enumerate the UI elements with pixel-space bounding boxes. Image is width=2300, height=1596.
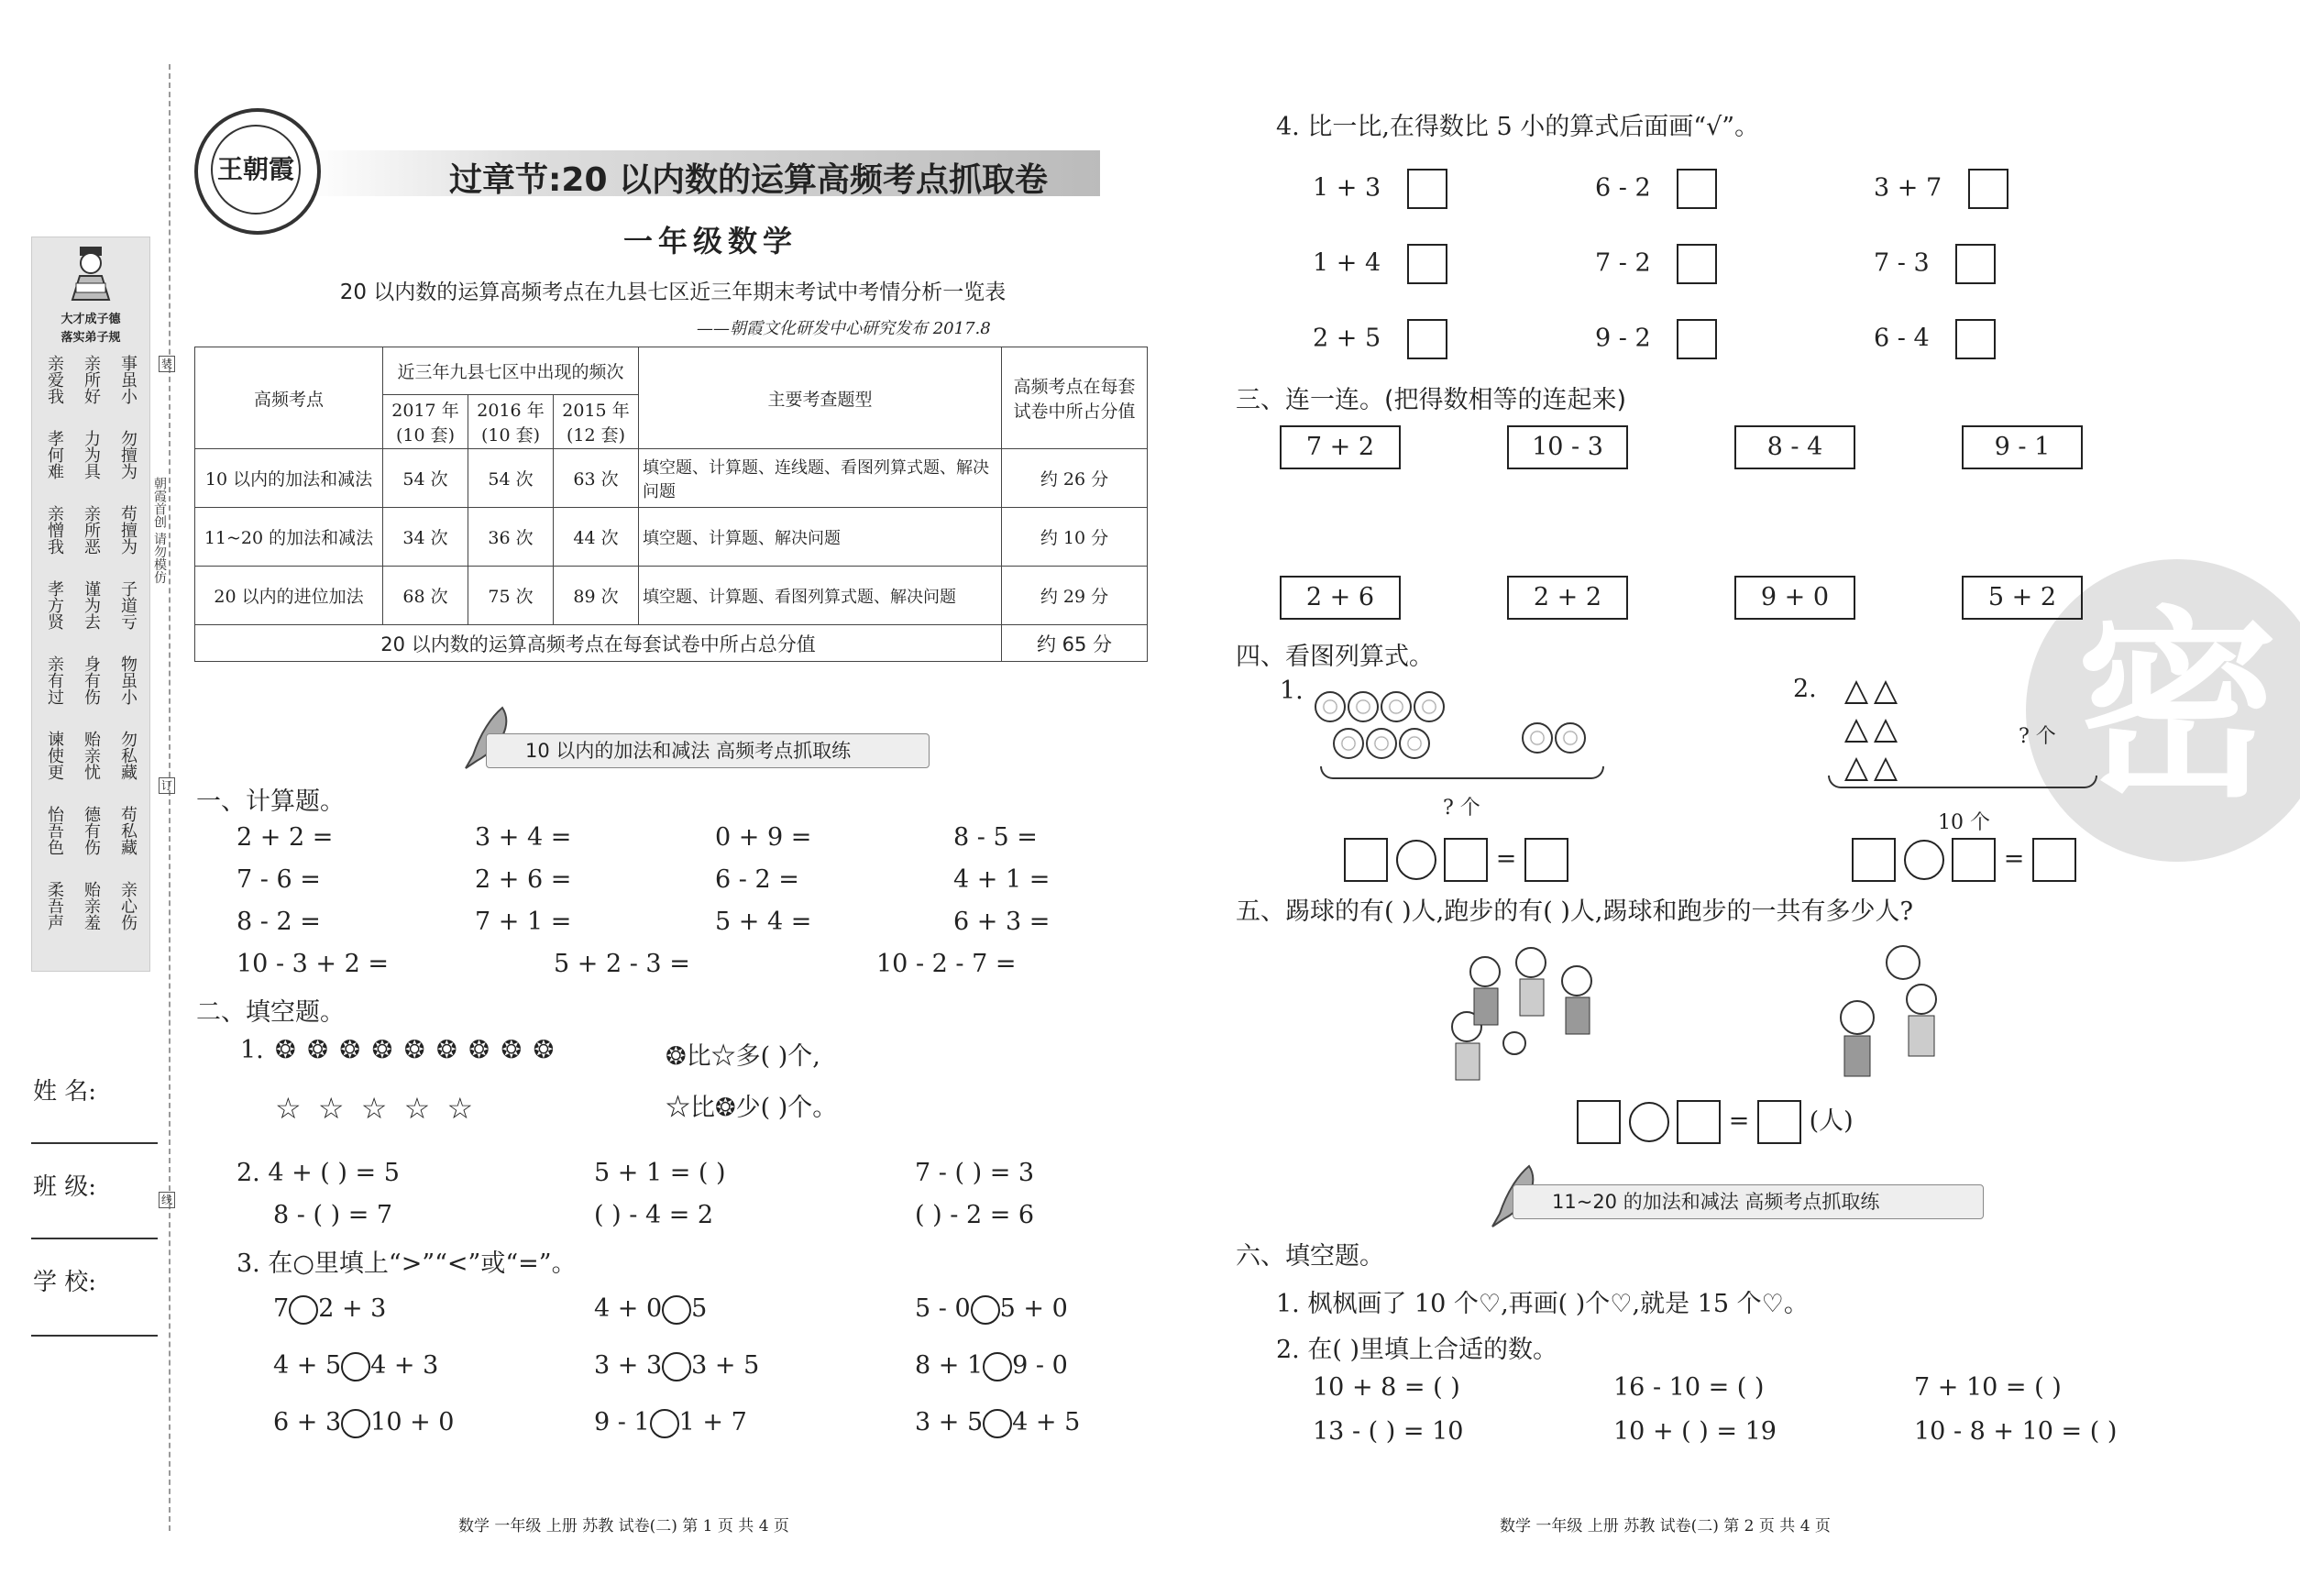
compare-item: 7 2 + 3 [273, 1294, 387, 1323]
cell-count: 89 次 [554, 567, 639, 625]
poem-col: 亲所恶 [82, 505, 101, 555]
poem-col: 亲爱我 [45, 355, 64, 404]
check-item: 7 - 3 [1874, 244, 1996, 284]
triangle-icon [1844, 719, 1868, 743]
compare-circle[interactable] [341, 1352, 370, 1381]
match-card-bottom[interactable]: 2 + 6 [1280, 576, 1401, 620]
cell-count: 36 次 [468, 508, 554, 567]
cell-topic: 20 以内的进位加法 [195, 567, 383, 625]
poem-col: 苟私藏 [118, 806, 138, 855]
total-value: 约 65 分 [1002, 625, 1148, 662]
answer-box[interactable] [1577, 1100, 1621, 1144]
fill-item[interactable]: 13 - ( ) = 10 [1313, 1417, 1464, 1446]
check-item: 3 + 7 [1874, 169, 2008, 209]
check-box[interactable] [1407, 319, 1447, 359]
total-label: 20 以内数的运算高频考点在每套试卷中所占总分值 [195, 625, 1002, 662]
compare-item: 4 + 0 5 [594, 1294, 708, 1323]
answer-box[interactable] [2032, 838, 2076, 882]
compare-circle[interactable] [983, 1409, 1012, 1438]
match-card-bottom[interactable]: 2 + 2 [1507, 576, 1628, 620]
answer-box[interactable] [1524, 838, 1568, 882]
equation-template: = [1852, 838, 2076, 882]
soccer-kids-illustration [1430, 935, 1623, 1100]
copyright-note: 朝霞首创 请勿模仿 [152, 477, 167, 584]
poem-col: 身有伤 [82, 655, 101, 705]
compare-circle[interactable] [341, 1409, 370, 1438]
class-field-line[interactable] [31, 1238, 158, 1239]
question-number: 2. [1793, 675, 1817, 703]
check-box[interactable] [1677, 244, 1717, 284]
section-banner-1: 10 以内的加法和减法 高频考点抓取练 [486, 733, 930, 768]
page-footer-left: 数学 一年级 上册 苏教 试卷(二) 第 1 页 共 4 页 [458, 1517, 789, 1535]
total-count-label: 10 个 [1938, 811, 1990, 834]
poem-col: 亲心伤 [118, 881, 138, 930]
cell-types: 填空题、计算题、解决问题 [639, 508, 1002, 567]
poem-col: 勿私藏 [118, 731, 138, 780]
volleyball-icon [1348, 691, 1379, 722]
fill-item[interactable]: 7 - ( ) = 3 [915, 1159, 1035, 1187]
check-box[interactable] [1955, 244, 1996, 284]
poem-col: 贻亲忧 [82, 731, 101, 780]
calc-item: 6 - 2 = [715, 865, 799, 894]
cell-topic: 10 以内的加法和减法 [195, 449, 383, 508]
compare-item: 3 + 5 4 + 5 [915, 1408, 1081, 1436]
fill-item[interactable]: 5 + 1 = ( ) [594, 1159, 726, 1187]
title-main: 20 以内数的运算高频考点抓取卷 [561, 161, 1049, 199]
table-row [195, 567, 1148, 625]
cell-count: 54 次 [468, 449, 554, 508]
cell-count: 63 次 [554, 449, 639, 508]
star-icons-row: ☆ ☆ ☆ ☆ ☆ [275, 1091, 478, 1126]
triangle-icon [1874, 719, 1898, 743]
poem-col: 物虽小 [118, 655, 138, 705]
fill-item[interactable]: 2. 4 + ( ) = 5 [237, 1159, 400, 1187]
calc-item: 10 - 2 - 7 = [876, 950, 1017, 978]
calc-item: 7 + 1 = [475, 908, 572, 936]
stamp-text: 密 [2075, 587, 2278, 824]
compare-instruction: 3. 在○里填上“>”“<”或“=”。 [237, 1249, 577, 1278]
cell-types: 填空题、计算题、连线题、看图列算式题、解决问题 [639, 449, 1002, 508]
fill-question-2: 2. 在( )里填上合适的数。 [1276, 1336, 1557, 1364]
th-year: 2017 年(10 套) [383, 395, 468, 449]
volleyball-icons-row [1333, 728, 1432, 763]
answer-box[interactable] [1344, 838, 1388, 882]
check-item: 1 + 4 [1313, 244, 1447, 284]
school-field-line[interactable] [31, 1335, 158, 1337]
cell-count: 54 次 [383, 449, 468, 508]
fill-item[interactable]: ( ) - 2 = 6 [915, 1201, 1035, 1229]
volleyball-icons-row [1315, 691, 1447, 726]
check-item: 9 - 2 [1595, 319, 1717, 359]
volleyball-icon [1414, 691, 1445, 722]
frequency-table [194, 347, 1148, 662]
poem-col: 柔吾声 [45, 881, 64, 930]
poem-block [36, 347, 146, 962]
brace-bracket [1828, 776, 2097, 788]
sidebar-panel [31, 237, 150, 972]
section-6-heading: 六、填空题。 [1236, 1242, 1384, 1271]
poem-col: 谨为去 [82, 580, 101, 630]
answer-box[interactable] [1952, 838, 1996, 882]
name-label: 姓 名: [33, 1078, 97, 1106]
answer-box[interactable] [1852, 838, 1896, 882]
poem-col: 亲所好 [82, 355, 101, 404]
fill-item[interactable]: 7 + 10 = ( ) [1914, 1373, 2062, 1402]
fill-item[interactable]: 10 + 8 = ( ) [1313, 1373, 1460, 1402]
compare-circle[interactable] [662, 1295, 691, 1325]
poem-col: 孝方贤 [45, 580, 64, 630]
match-card-top[interactable]: 10 - 3 [1507, 425, 1628, 469]
section-4-heading: 四、看图列算式。 [1236, 643, 1434, 671]
school-label: 学 校: [33, 1269, 97, 1296]
poem-col: 勿擅为 [118, 430, 138, 479]
check-box[interactable] [1407, 169, 1447, 209]
compare-less-blank[interactable]: ☆比❂少( )个。 [666, 1094, 838, 1122]
poem-col: 谏使更 [45, 731, 64, 780]
operator-circle[interactable] [1396, 840, 1436, 880]
q4-instruction: 4. 比一比,在得数比 5 小的算式后面画“√”。 [1276, 113, 1760, 141]
poem-col: 贻亲羞 [82, 881, 101, 930]
scholar-illustration [67, 245, 115, 303]
compare-circle[interactable] [289, 1295, 318, 1325]
cell-count: 44 次 [554, 508, 639, 567]
cell-topic: 11~20 的加法和减法 [195, 508, 383, 567]
poem-col: 德有伤 [82, 806, 101, 855]
calc-item: 4 + 1 = [953, 865, 1051, 894]
poem-col: 苟擅为 [118, 505, 138, 555]
section-5-question[interactable]: 五、踢球的有( )人,跑步的有( )人,踢球和跑步的一共有多少人? [1236, 897, 1913, 926]
check-box[interactable] [1955, 319, 1996, 359]
compare-item: 9 - 1 1 + 7 [594, 1408, 747, 1436]
calc-item: 2 + 6 = [475, 865, 572, 894]
fill-item[interactable]: 10 + ( ) = 19 [1613, 1417, 1777, 1446]
volleyball-icon [1555, 722, 1586, 754]
volleyball-icons-row [1522, 722, 1588, 757]
calc-item: 6 + 3 = [953, 908, 1051, 936]
th-freq: 近三年九县七区中出现的频次 [383, 347, 639, 395]
table-title: 20 以内数的运算高频考点在九县七区近三年期末考试中考情分析一览表 [339, 281, 1007, 304]
check-box[interactable] [1677, 319, 1717, 359]
poem-col: 事虽小 [118, 355, 138, 404]
seal-mark: 订 [159, 777, 175, 794]
triangle-icon [1874, 680, 1898, 704]
poem-col: 孝何难 [45, 430, 64, 479]
table-row [195, 449, 1148, 508]
equation-template: = [1344, 838, 1568, 882]
answer-box[interactable] [1677, 1100, 1721, 1144]
class-label: 班 级: [33, 1173, 97, 1201]
section-3-heading: 三、连一连。(把得数相等的连起来) [1236, 386, 1627, 414]
check-item: 1 + 3 [1313, 169, 1447, 209]
equation-template: = (人) [1577, 1100, 1854, 1144]
volleyball-icon [1399, 728, 1430, 759]
calc-item: 2 + 2 = [237, 823, 334, 852]
fill-item[interactable]: 8 - ( ) = 7 [273, 1201, 393, 1229]
page-title: 过章节:20 以内数的运算高频考点抓取卷 [449, 161, 1049, 199]
fill-item[interactable]: 10 - 8 + 10 = ( ) [1914, 1417, 2118, 1446]
title-prefix: 过章节 [449, 161, 549, 199]
match-card-bottom[interactable]: 9 + 0 [1734, 576, 1855, 620]
publisher-line: ——朝霞文化研发中心研究发布 2017.8 [697, 319, 991, 338]
volleyball-icon [1315, 691, 1346, 722]
triangle-icon [1844, 680, 1868, 704]
cell-count: 68 次 [383, 567, 468, 625]
grade-subject: 一年级数学 [623, 224, 798, 259]
check-box[interactable] [1968, 169, 2008, 209]
calc-item: 0 + 9 = [715, 823, 812, 852]
flower-icons-row: ❂ ❂ ❂ ❂ ❂ ❂ ❂ ❂ ❂ [275, 1036, 556, 1064]
cell-count: 34 次 [383, 508, 468, 567]
question-number: 1. [1280, 677, 1304, 705]
section-1-heading: 一、计算题。 [196, 787, 345, 816]
compare-circle[interactable] [971, 1295, 1000, 1325]
compare-circle[interactable] [662, 1352, 691, 1381]
compare-more-blank[interactable]: ❂比☆多( )个, [666, 1042, 820, 1071]
operator-circle[interactable] [1629, 1102, 1669, 1142]
name-field-line[interactable] [31, 1142, 158, 1144]
brand-logo [194, 108, 321, 235]
unit-label: (人) [1809, 1106, 1854, 1136]
seal-mark: 线 [159, 1192, 175, 1208]
volleyball-icon [1381, 691, 1412, 722]
seal-mark: 装 [159, 356, 175, 372]
th-topic: 高频考点 [195, 347, 383, 449]
th-year: 2015 年(12 套) [554, 395, 639, 449]
compare-item: 8 + 1 9 - 0 [915, 1351, 1068, 1380]
calc-item: 8 - 2 = [237, 908, 321, 936]
logo-text: 王朝霞 [211, 125, 301, 215]
calc-item: 3 + 4 = [475, 823, 572, 852]
poem-col: 子道亏 [118, 580, 138, 630]
unknown-count-label: ? 个 [2019, 725, 2056, 748]
fill-item[interactable]: ( ) - 4 = 2 [594, 1201, 714, 1229]
section-banner-2: 11~20 的加法和减法 高频考点抓取练 [1513, 1184, 1984, 1219]
answer-box[interactable] [1757, 1100, 1801, 1144]
check-box[interactable] [1407, 244, 1447, 284]
motto-line-2: 落实弟子规 [61, 331, 121, 345]
unknown-count-label: ? 个 [1443, 797, 1480, 820]
motto-line-1: 大才成子德 [61, 313, 121, 326]
page-footer-right: 数学 一年级 上册 苏教 试卷(二) 第 2 页 共 4 页 [1500, 1517, 1831, 1535]
th-types: 主要考查题型 [639, 347, 1002, 449]
fill-item[interactable]: 16 - 10 = ( ) [1613, 1373, 1765, 1402]
answer-box[interactable] [1444, 838, 1488, 882]
brace-bracket [1320, 766, 1604, 779]
table-row [195, 508, 1148, 567]
calc-item: 10 - 3 + 2 = [237, 950, 389, 978]
table-total-row [195, 625, 1148, 662]
match-card-top[interactable]: 8 - 4 [1734, 425, 1855, 469]
match-card-top[interactable]: 9 - 1 [1962, 425, 2083, 469]
cell-count: 75 次 [468, 567, 554, 625]
poem-col: 亲憎我 [45, 505, 64, 555]
fill-question-1[interactable]: 1. 枫枫画了 10 个♡,再画( )个♡,就是 15 个♡。 [1276, 1290, 1809, 1318]
compare-item: 3 + 3 3 + 5 [594, 1351, 760, 1380]
section-2-heading: 二、填空题。 [196, 998, 345, 1027]
triangle-icons [1844, 680, 1903, 785]
compare-circle[interactable] [650, 1409, 679, 1438]
th-year: 2016 年(10 套) [468, 395, 554, 449]
cell-score: 约 26 分 [1002, 449, 1148, 508]
calc-item: 5 + 2 - 3 = [554, 950, 690, 978]
calc-item: 8 - 5 = [953, 823, 1038, 852]
cell-score: 约 29 分 [1002, 567, 1148, 625]
th-score: 高频考点在每套试卷中所占分值 [1002, 347, 1148, 449]
match-card-top[interactable]: 7 + 2 [1280, 425, 1401, 469]
volleyball-icon [1522, 722, 1553, 754]
running-kids-illustration [1802, 935, 1958, 1100]
compare-item: 6 + 3 10 + 0 [273, 1408, 455, 1436]
check-item: 7 - 2 [1595, 244, 1717, 284]
check-item: 6 - 2 [1595, 169, 1717, 209]
check-item: 2 + 5 [1313, 319, 1447, 359]
match-card-bottom[interactable]: 5 + 2 [1962, 576, 2083, 620]
compare-item: 5 - 0 5 + 0 [915, 1294, 1068, 1323]
poem-col: 力为具 [82, 430, 101, 479]
calc-item: 5 + 4 = [715, 908, 812, 936]
calc-item: 7 - 6 = [237, 865, 321, 894]
volleyball-icon [1366, 728, 1397, 759]
binding-dashed-line [169, 64, 171, 1531]
compare-item: 4 + 5 4 + 3 [273, 1351, 439, 1380]
cell-types: 填空题、计算题、看图列算式题、解决问题 [639, 567, 1002, 625]
poem-col: 亲有过 [45, 655, 64, 705]
poem-col: 怡吾色 [45, 806, 64, 855]
compare-circle[interactable] [983, 1352, 1012, 1381]
check-box[interactable] [1677, 169, 1717, 209]
check-item: 6 - 4 [1874, 319, 1996, 359]
question-number: 1. [240, 1036, 264, 1064]
operator-circle[interactable] [1904, 840, 1944, 880]
volleyball-icon [1333, 728, 1364, 759]
cell-score: 约 10 分 [1002, 508, 1148, 567]
